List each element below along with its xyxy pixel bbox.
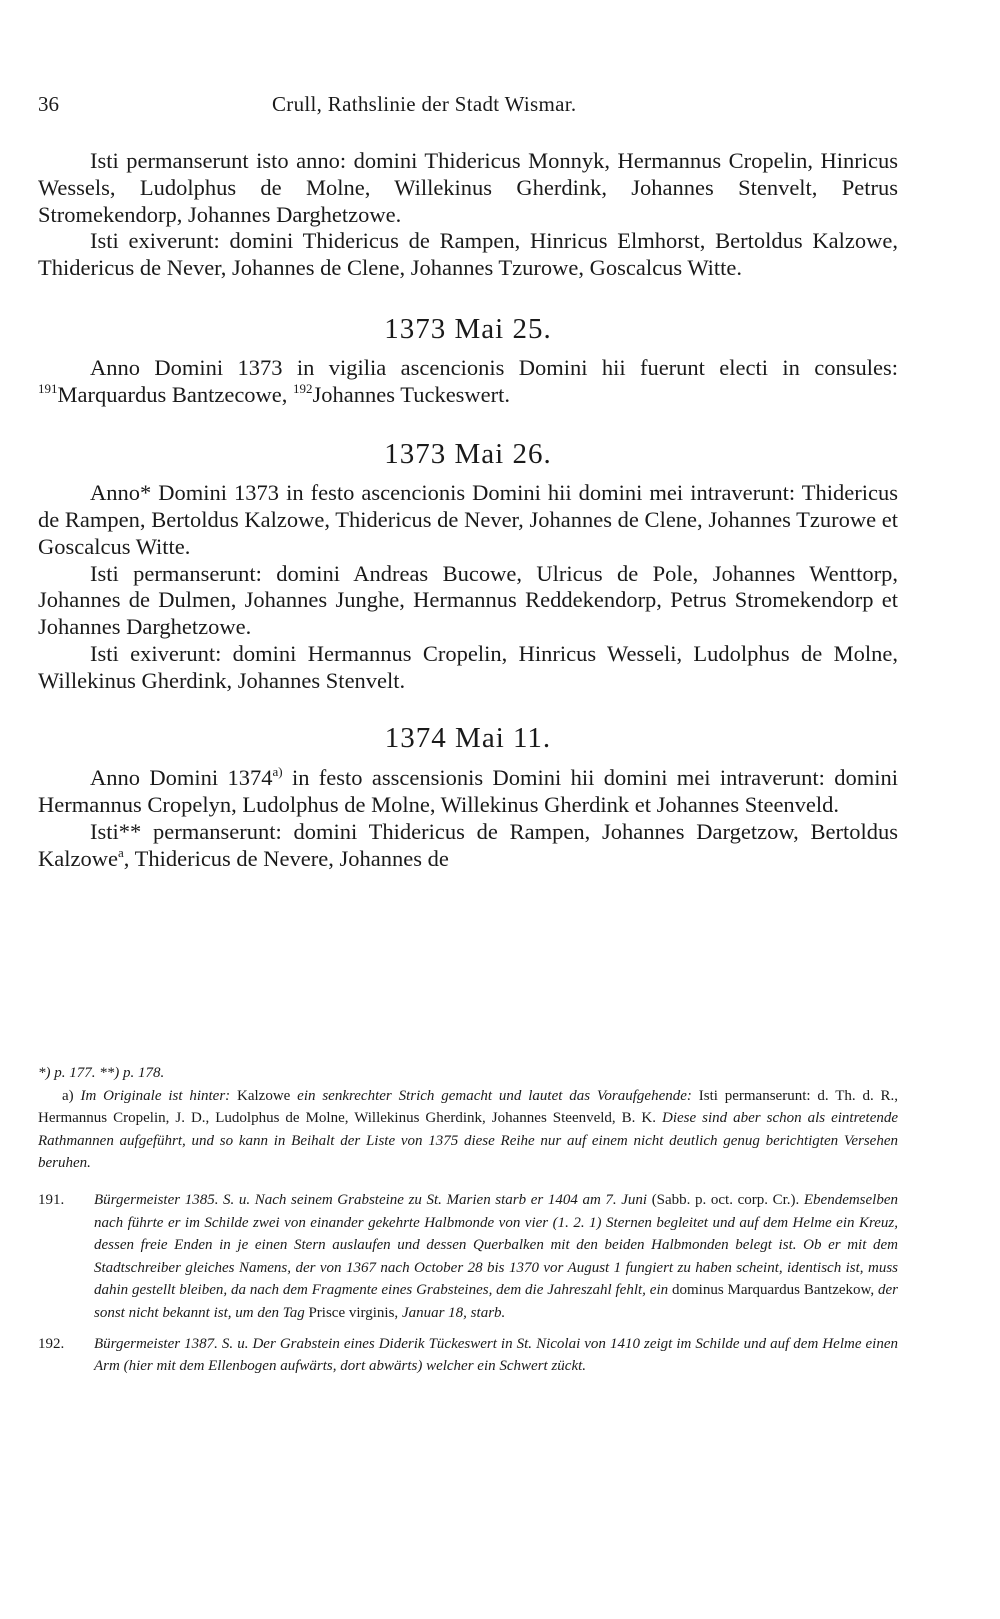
footnote-191 bbox=[38, 1189, 898, 1325]
name-johannes: Johannes Tuckeswert. bbox=[312, 381, 511, 407]
fn191-italic-4: Januar 18, starb. bbox=[401, 1304, 506, 1321]
paragraph-permanserunt-2: Isti permanserunt: domini Andreas Bucowe, Ulricus de Pole, Johannes Wenttorp, Johannes de Dulmen, Johannes Junghe, Hermannus Reddekendorp, Petrus Stromekendorp et Johannes Darghetzowe. bbox=[38, 560, 898, 640]
paragraph-exiverunt-1: Isti exiverunt: domini Thidericus de Rampen, Hinricus Elmhorst, Bertoldus Kalzowe, Thidericus de Never, Johannes de Clene, Johannes Tzurowe, Goscalcus Witte. bbox=[38, 228, 898, 281]
page-mark-ref-2: ** bbox=[118, 818, 142, 844]
page-number: 36 bbox=[38, 92, 59, 116]
word-anno: Anno bbox=[90, 480, 140, 506]
main-text bbox=[38, 148, 898, 873]
permanserunt-tail: , Thidericus de Nevere, Johannes de bbox=[123, 845, 449, 871]
anno-1374-text: Anno Domini 1374 bbox=[90, 765, 273, 791]
note-a-text-1: Kalzowe bbox=[237, 1087, 291, 1104]
footnote-ref-a-2: a bbox=[117, 844, 124, 860]
footnote-ref-191: 191 bbox=[38, 380, 58, 396]
date-heading-1373-mai-26: 1373 Mai 26. bbox=[384, 438, 552, 471]
footnote-191-number: 191. bbox=[38, 1191, 65, 1208]
footnote-ref-192: 192 bbox=[293, 380, 313, 396]
date-heading-1373-mai-25: 1373 Mai 25. bbox=[384, 312, 552, 345]
fn191-italic-1: Bürgermeister 1385. S. u. Nach seinem Grabsteine zu St. Marien starb er 1404 am 7. Juni bbox=[94, 1191, 648, 1208]
note-a-label: a) bbox=[62, 1087, 74, 1104]
paragraph-permanserunt-3 bbox=[38, 819, 898, 873]
footnote-ref-a: a) bbox=[272, 764, 283, 780]
intraverunt-text: Domini 1373 in festo ascencionis Domini hii domini mei intraverunt: Thidericus de Rampen, Bertoldus Kalzowe, Thidericus de Never, Johannes de Clene, Johannes Tzurowe et Goscalcus Witte. bbox=[38, 480, 898, 559]
spacer bbox=[38, 1175, 898, 1189]
spacer-2 bbox=[38, 1325, 898, 1333]
note-a-italic-3: Diese sind aber schon als eintretende Rathmannen aufgeführt, und so kann in Beihalt der Liste von 1375 diese Reihe nur auf einem nicht deutlich genug berichtigten Versehen beruhen. bbox=[38, 1110, 899, 1172]
paragraph-permanserunt-1: Isti permanserunt isto anno: domini Thidericus Monnyk, Hermannus Cropelin, Hinricus Wessels, Ludolphus de Molne, Willekinus Gherdink, Johannes Stenvelt, Petrus Stromekendorp, Johannes Darghetzowe. bbox=[38, 148, 898, 227]
festo-text: in festo asscensionis Domini hii domini mei intraverunt: domini Hermannus Cropelyn, Ludolphus de Molne, Willekinus Gherdink et Johannes Steenveld. bbox=[38, 765, 898, 818]
note-a bbox=[38, 1085, 898, 1175]
word-isti: Isti bbox=[90, 818, 119, 844]
fn191-text-1: (Sabb. p. oct. corp. Cr.). bbox=[651, 1191, 800, 1208]
note-a-italic-1: Im Originale ist hinter: bbox=[80, 1087, 231, 1104]
election-text: Anno Domini 1373 in vigilia ascencionis Domini hii fuerunt electi in consules: bbox=[90, 354, 898, 380]
fn191-italic-3: der sonst nicht bekannt ist, um den Tag bbox=[94, 1282, 899, 1321]
footnote-192-number: 192. bbox=[38, 1335, 65, 1352]
date-heading-1374-mai-11: 1374 Mai 11. bbox=[384, 721, 552, 754]
fn191-text-2: dominus Marquardus Bantzekow, bbox=[672, 1282, 875, 1299]
page-marks: *) p. 177. **) p. 178. bbox=[38, 1065, 165, 1081]
footnotes bbox=[38, 1062, 898, 1378]
paragraph-exiverunt-2: Isti exiverunt: domini Hermannus Cropelin, Hinricus Wesseli, Ludolphus de Molne, Willekinus Gherdink, Johannes Stenvelt. bbox=[38, 640, 898, 693]
fn191-italic-2: Ebendemselben nach führte er im Schilde zwei von einander gekehrte Halbmonde von vier (1. 2. 1) Sternen begleitet und auf dem Helme ein Kreuz, dessen freie Enden in je einen Stern auslaufen und dessen Querbalken mit den beiden Halbmonden belegt ist. Ob er mit dem Stadtschreiber gleiches Namens, der von 1367 nach October 28 bis 1370 vor August 1 fungiert zu haben scheint, identisch ist, muss dahin gestellt bleiben, da nach dem Fragmente eines Grabsteines, dem die Jahreszahl fehlt, ein bbox=[94, 1191, 899, 1299]
paragraph-intraverunt-1374 bbox=[38, 765, 898, 819]
note-a-italic-2: ein senkrechter Strich gemacht und lautet das Voraufgehende: bbox=[297, 1087, 692, 1104]
footnote-192 bbox=[38, 1333, 898, 1378]
permanserunt-text: permanserunt: domini Thidericus de Rampen, Johannes Dargetzow, Bertoldus Kalzowe bbox=[38, 818, 898, 871]
note-a-text-2: Isti permanserunt: d. Th. d. R., Hermannus Cropelin, J. D., Ludolphus de Molne, Willekinus Gherdink, Johannes Steenveld, B. K. bbox=[38, 1087, 899, 1127]
paragraph-election-1373 bbox=[38, 355, 898, 409]
paragraph-intraverunt-1373 bbox=[38, 480, 898, 560]
fn192-italic-1: Bürgermeister 1387. S. u. Der Grabstein eines Diderik Tückeswert in St. Nicolai von 1410 zeigt im Schilde und auf dem Helme einen Arm (hier mit dem Ellenbogen aufwärts, dort abwärts) welcher ein Schwert zückt. bbox=[94, 1335, 898, 1375]
page-header bbox=[38, 92, 898, 122]
page-mark-ref: * bbox=[140, 480, 152, 506]
fn191-text-3: Prisce virginis, bbox=[308, 1304, 399, 1321]
name-marquardus: Marquardus Bantzecowe, bbox=[57, 381, 288, 407]
running-title: Crull, Rathslinie der Stadt Wismar. bbox=[272, 92, 577, 116]
